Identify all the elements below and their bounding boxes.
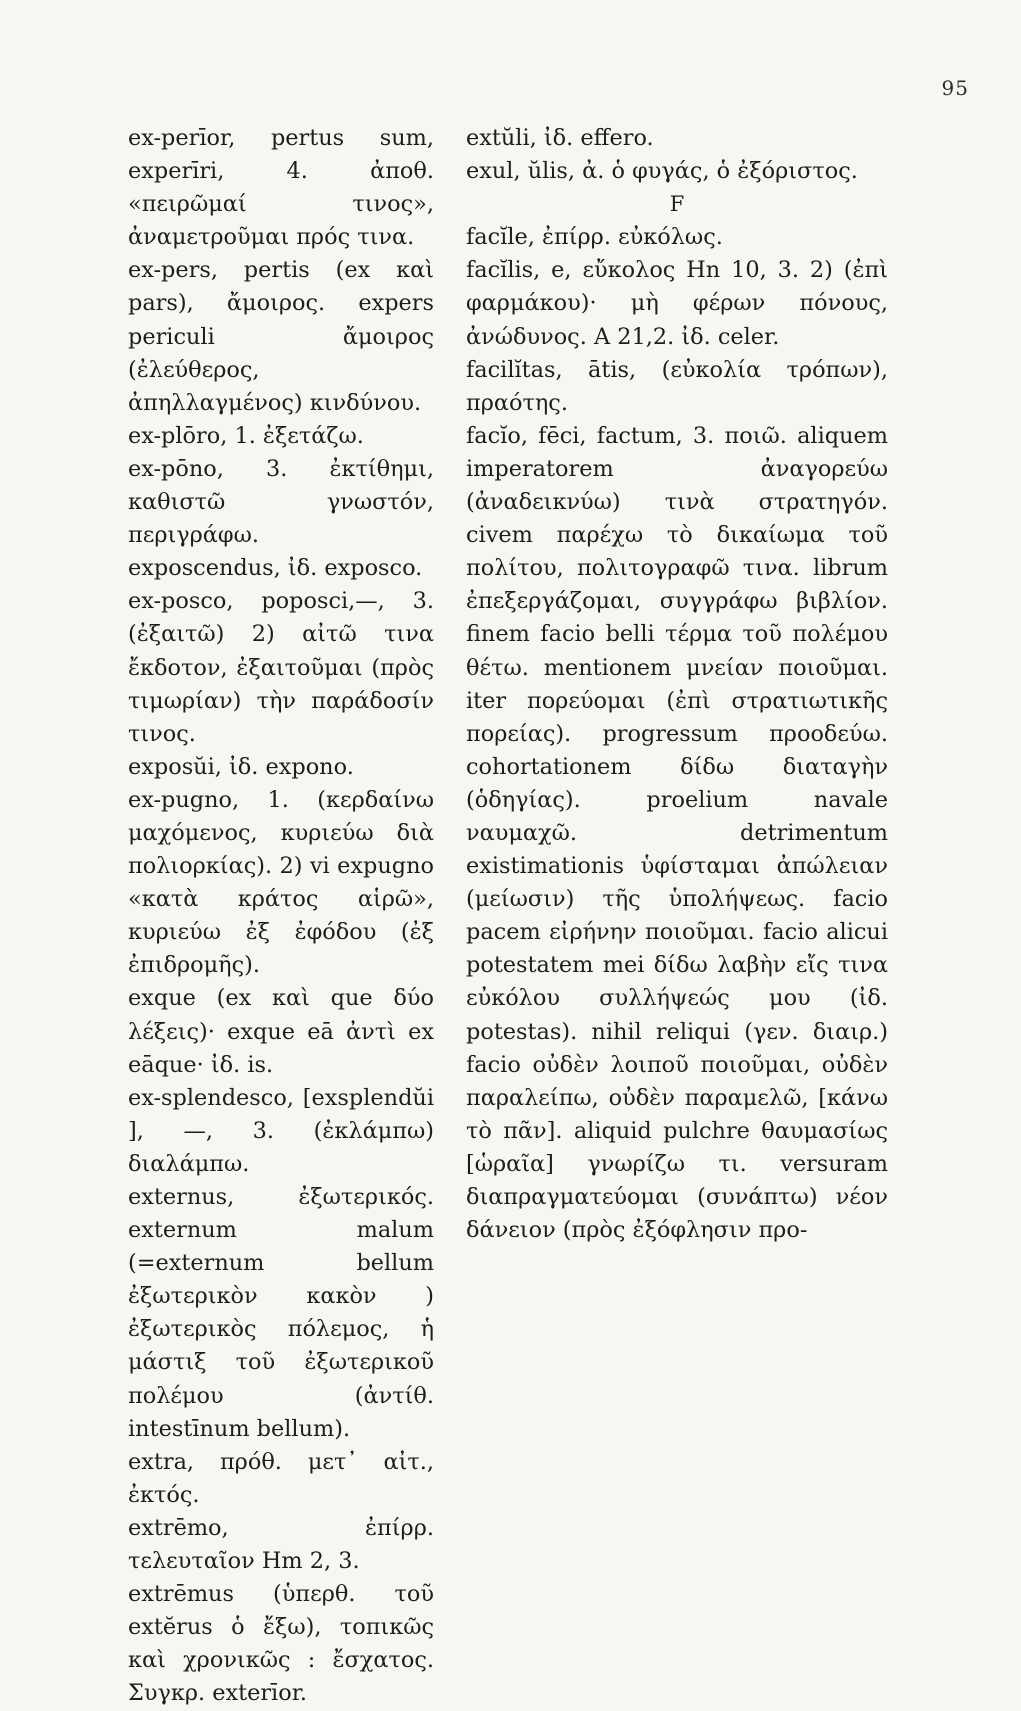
entry-facio: facĭo, fēci, factum, 3. ποιῶ. aliquem imperatorem ἀναγορεύω (ἀναδεικνύω) τινὰ στρατηγόν. civem παρέχω τὸ δικαίωμα τοῦ πολίτου, πολιτογραφῶ τινα. librum ἐπεξεργάζομαι, συγγράφω βιβλίον. finem facio belli τέρμα τοῦ πολέμου θέτω. mentionem μνείαν ποιοῦμαι. iter πορεύομαι (ἐπὶ στρατιωτικῆς πορείας). progressum προοδεύω. cohortationem δίδω διαταγὴν (ὁδηγίας). proelium navale ναυμαχῶ. detrimentum existimationis ὑφίσταμαι ἀπώλειαν (μείωσιν) τῆς ὑπολήψεως. facio pacem εἰρήνην ποιοῦμαι. facio alicui potestatem mei δίδω λαβὴν εἴς τινα εὐκόλου συλλήψεώς μου (ἰδ. potestas). nihil reliqui (γεν. διαιρ.) facio οὐδὲν λοιποῦ ποιοῦμαι, οὐδὲν παραλείπω, οὐδὲν παραμελῶ, [κάνω τὸ πᾶν]. aliquid pulchre θαυμασίως [ὡραῖα] γνωρίζω τι. versuram διαπραγματεύομαι (συνάπτω) νέον δάνειον (πρὸς ἐξόφλησιν προ- [466, 422, 888, 1244]
section-letter-f: F [669, 192, 685, 217]
entry-exposco: ex-posco, poposci,—, 3. (ἐξαιτῶ) 2) αἰτῶ τινα ἔκδοτον, ἐξαιτοῦμαι (πρὸς τιμωρίαν) τὴν παράδοσίν τινος. [128, 588, 434, 747]
entry-exposui: exposŭi, ἰδ. expono. [128, 753, 354, 780]
left-column [128, 122, 434, 1711]
entry-exque: exque (ex καὶ que δύο λέξεις)· exque eā ἀντὶ ex eāque· ἰδ. is. [128, 985, 434, 1078]
entry-facilitas: facilĭtas, ātis, (εὐκολία τρόπων), πραότης. [466, 356, 888, 416]
entry-expono: ex-pōno, 3. ἐκτίθημι, καθιστῶ γνωστόν, περιγράφω. [128, 455, 434, 549]
page-number: 95 [941, 76, 969, 100]
entry-exposcendus: exposcendus, ἰδ. exposco. [128, 555, 423, 582]
entry-facile: facĭle, ἐπίρρ. εὐκόλως. [466, 224, 723, 251]
entry-extremo: extrēmo, ἐπίρρ. τελευταῖον Hm 2, 3. [128, 1514, 434, 1575]
right-column [466, 122, 888, 1247]
entry-exploro: ex-plōro, 1. ἐξετάζω. [128, 422, 364, 449]
entry-extra: extra, πρόθ. μετ᾽ αἰτ., ἐκτός. [128, 1448, 434, 1508]
entry-extuli: extŭli, ἰδ. effero. [466, 125, 654, 151]
entry-extremus: extrēmus (ὑπερθ. τοῦ extĕrus ὁ ἔξω), τοπικῶς καὶ χρονικῶς : ἔσχατος. Συγκρ. exterīor. [128, 1581, 434, 1707]
entry-externus: externus, ἐξωτερικός. externum malum (=externum bellum ἐξωτερικὸν κακὸν ) ἐξωτερικὸς πόλεμος, ἡ μάστιξ τοῦ ἐξωτερικοῦ πολέμου (ἀντίθ. intestīnum bellum). [128, 1184, 434, 1442]
entry-expugno: ex-pugno, 1. (κερδαίνω μαχόμενος, κυριεύω διὰ πολιορκίας). 2) vi expugno «κατὰ κράτος αἱρῶ», κυριεύω ἐξ ἐφόδου (ἐξ ἐπιδρομῆς). [128, 786, 434, 979]
entry-expers: ex-pers, pertis (ex καὶ pars), ἄμοιρος. expers periculi ἄμοιρος (ἐλεύθερος, ἀπηλλαγμένος) κινδύνου. [128, 257, 434, 416]
entry-exsplendesco: ex-splendesco, [exsplendŭi ], —, 3. (ἐκλάμπω) διαλάμπω. [128, 1084, 434, 1177]
entry-exul: exul, ŭlis, ἀ. ὁ φυγάς, ὁ ἐξόριστος. [466, 158, 858, 185]
entry-facilis: facĭlis, e, εὔκολος Hn 10, 3. 2) (ἐπὶ φαρμάκου)· μὴ φέρων πόνους, ἀνώδυνος. A 21,2. ἰδ. celer. [466, 257, 888, 350]
entry-experior: ex-perīor, pertus sum, experīri, 4. ἀποθ. «πειρῶμαί τινος», ἀναμετροῦμαι πρός τινα. [128, 125, 434, 251]
